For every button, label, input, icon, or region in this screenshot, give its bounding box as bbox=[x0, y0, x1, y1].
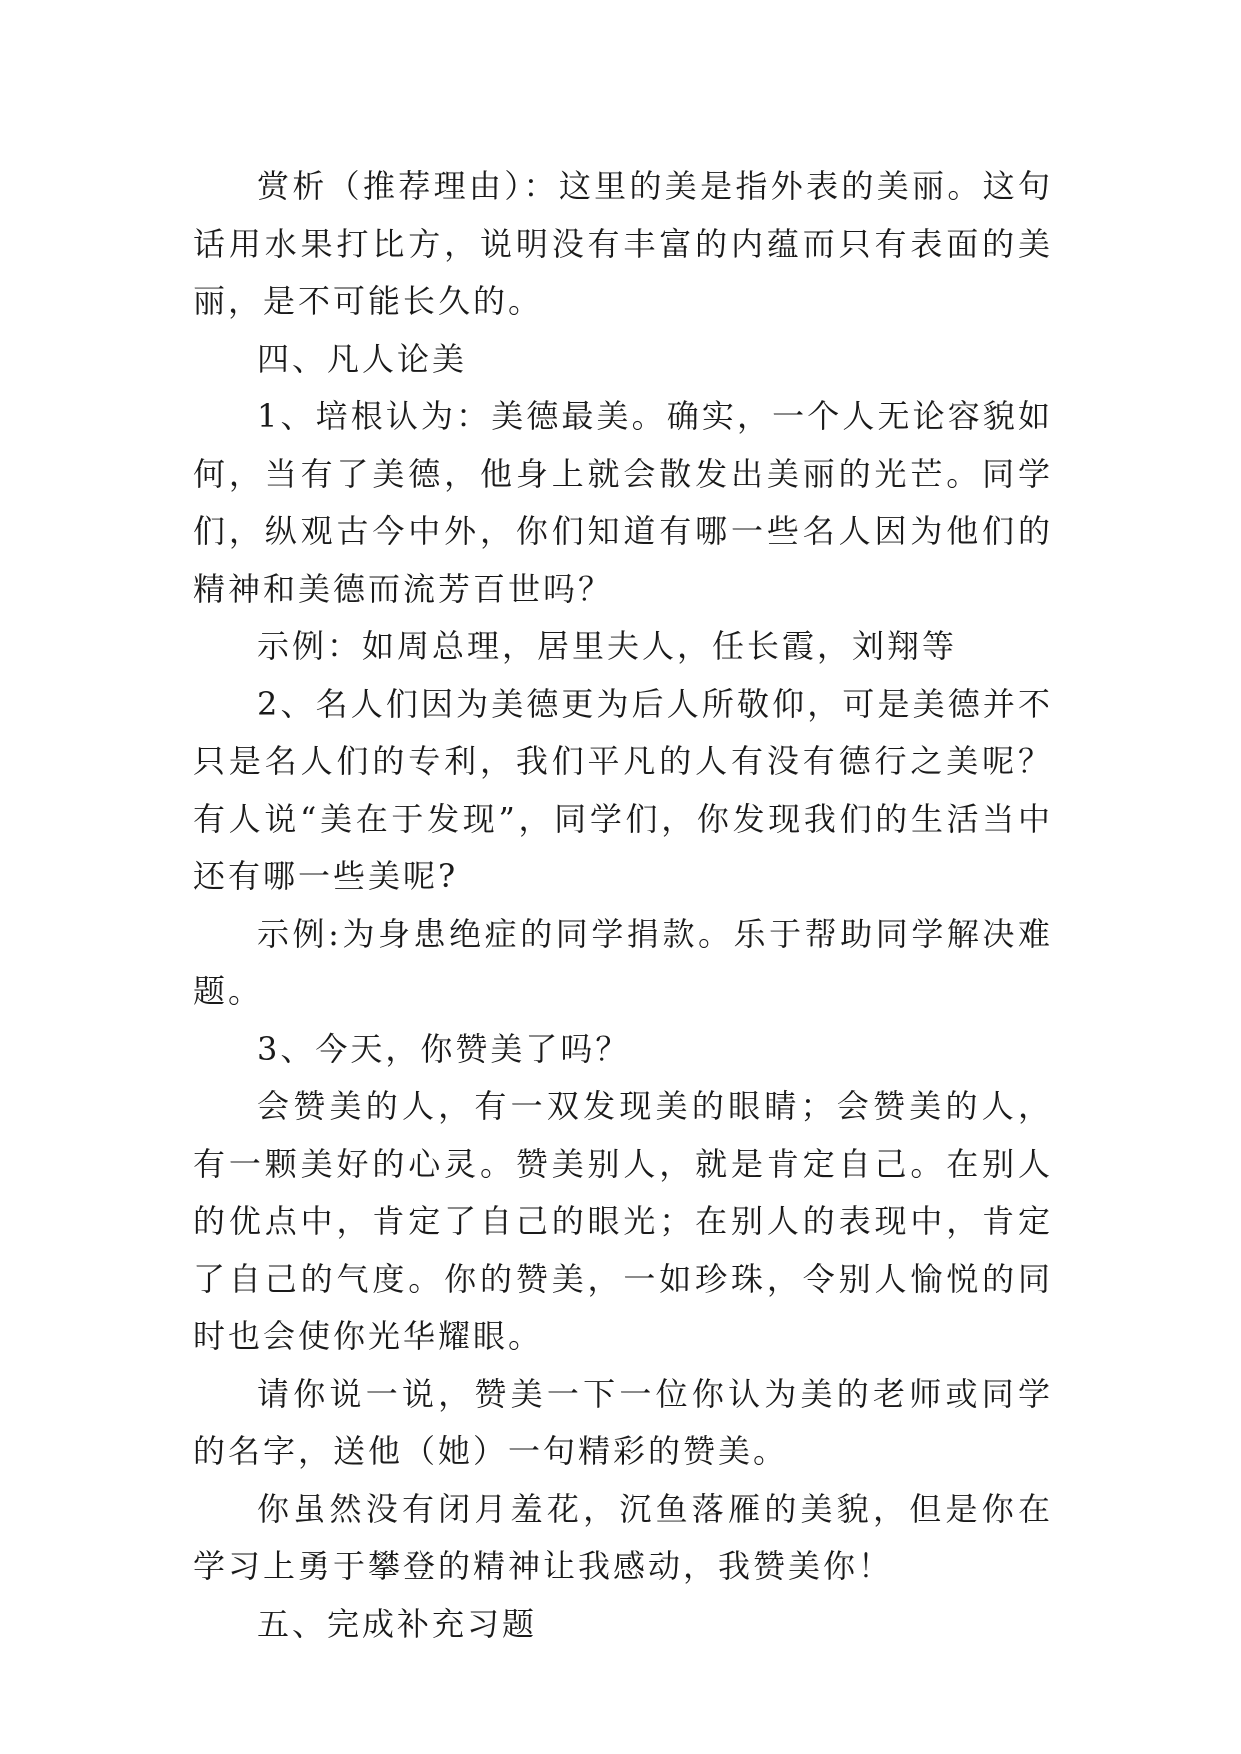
paragraph-praise-question: 3、今天，你赞美了吗？ bbox=[257, 1029, 631, 1068]
section-heading-5: 五、完成补充习题 bbox=[257, 1604, 538, 1643]
document-body bbox=[193, 158, 1053, 1653]
paragraph-praise-task: 请你说一说，赞美一下一位你认为美的老师或同学的名字，送他（她）一句精彩的赞美。 bbox=[193, 1374, 1053, 1470]
paragraph-praise-sample: 你虽然没有闭月羞花，沉鱼落雁的美貌，但是你在学习上勇于攀登的精神让我感动，我赞美你！ bbox=[193, 1489, 1053, 1585]
section-heading-4: 四、凡人论美 bbox=[257, 339, 468, 378]
paragraph-example-1: 示例：如周总理，居里夫人，任长霞，刘翔等 bbox=[257, 627, 958, 665]
paragraph-discover-beauty: 2、名人们因为美德更为后人所敬仰，可是美德并不只是名人们的专利，我们平凡的人有没有德行之美呢？有人说“美在于发现”，同学们，你发现我们的生活当中还有哪一些美呢? bbox=[193, 684, 1053, 895]
paragraph-bacon-virtue: 1、培根认为：美德最美。确实，一个人无论容貌如何，当有了美德，他身上就会散发出美丽的光芒。同学们，纵观古今中外，你们知道有哪一些名人因为他们的精神和美德而流芳百世吗？ bbox=[193, 397, 1053, 608]
paragraph-appreciation: 赏析（推荐理由）：这里的美是指外表的美丽。这句话用水果打比方，说明没有丰富的内蕴而只有表面的美丽，是不可能长久的。 bbox=[193, 167, 1053, 320]
paragraph-praise-meaning: 会赞美的人，有一双发现美的眼睛；会赞美的人，有一颗美好的心灵。赞美别人，就是肯定自己。在别人的优点中，肯定了自己的眼光；在别人的表现中，肯定了自己的气度。你的赞美，一如珍珠，令别人愉悦的同时也会使你光华耀眼。 bbox=[193, 1087, 1053, 1355]
paragraph-example-2: 示例:为身患绝症的同学捐款。乐于帮助同学解决难题。 bbox=[193, 914, 1053, 1010]
